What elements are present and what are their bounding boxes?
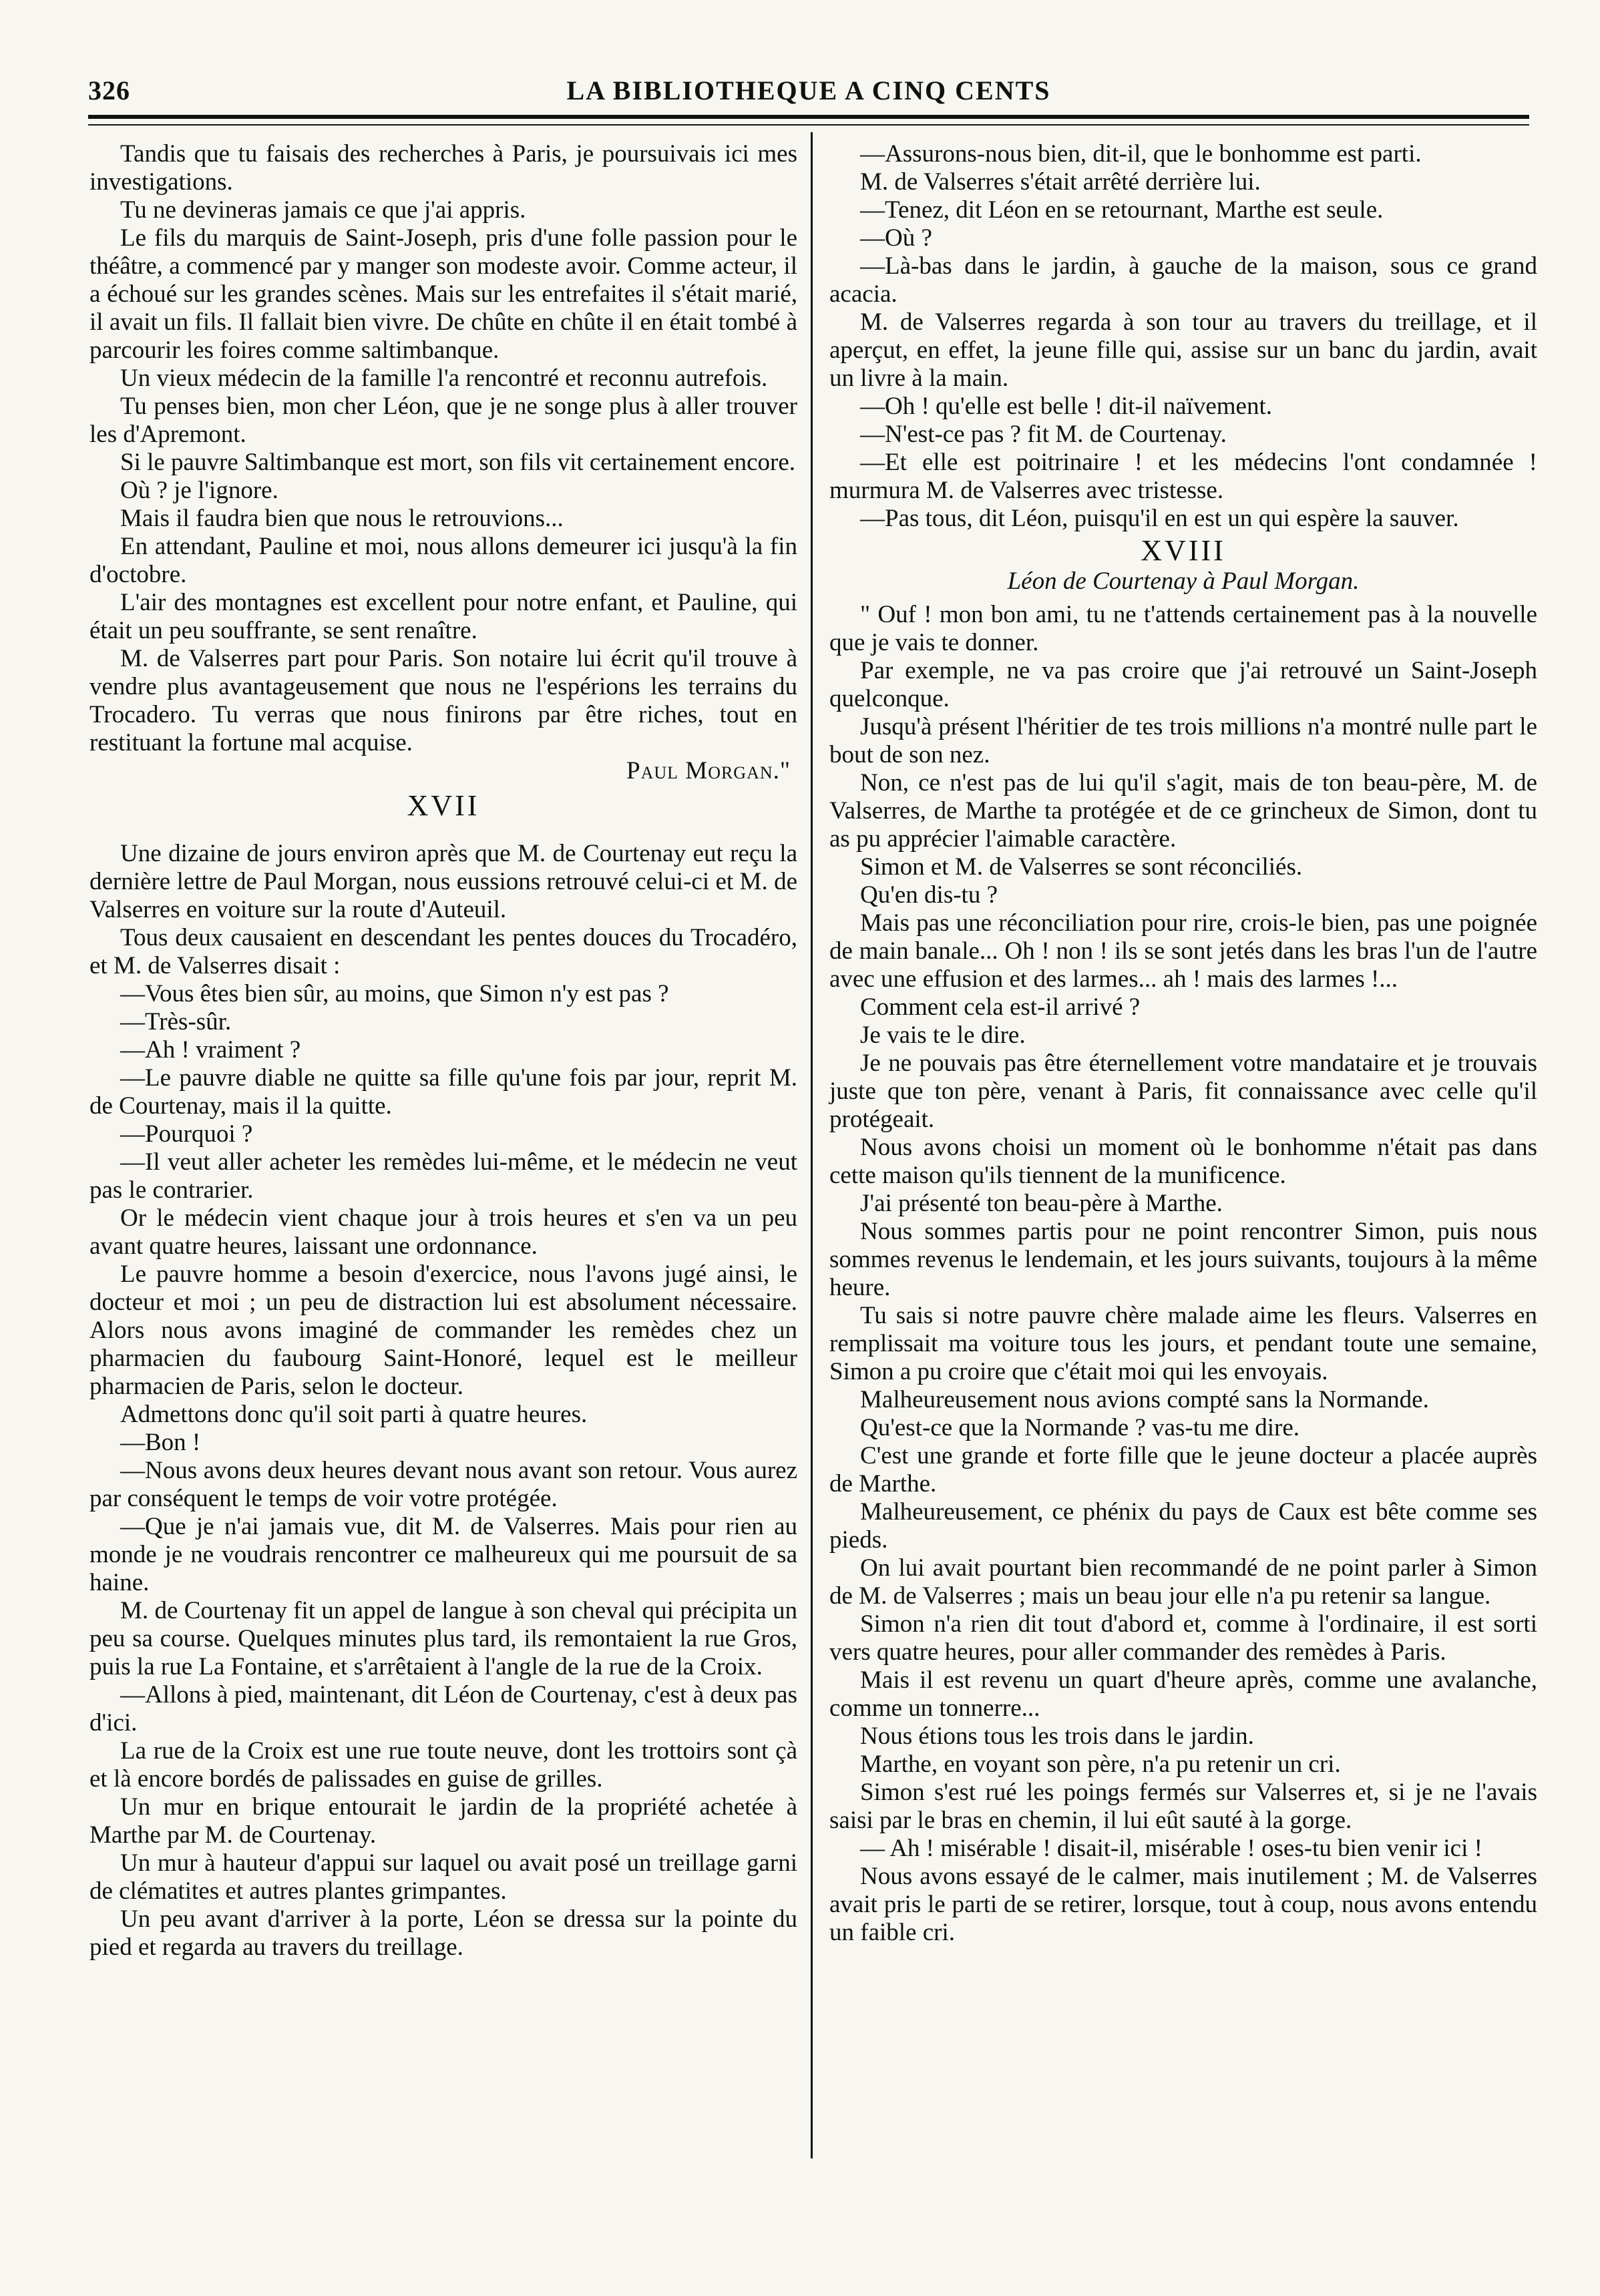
paragraph: Nous étions tous les trois dans le jardin. bbox=[860, 1723, 1254, 1750]
paragraph: —N'est-ce pas ? fit M. de Courtenay. bbox=[860, 421, 1227, 448]
paragraph: Tu sais si notre pauvre chère malade aime les fleurs. Valserres en remplissait ma voiture tous les jours, et pendant toute une semaine, Simon a pu croire que c'était moi qui les envoyais. bbox=[829, 1302, 1537, 1385]
paragraph: — Ah ! misérable ! disait-il, misérable ! oses-tu bien venir ici ! bbox=[860, 1835, 1482, 1862]
paragraph: —Pas tous, dit Léon, puisqu'il en est un qui espère la sauver. bbox=[860, 505, 1459, 532]
right-column bbox=[829, 140, 1537, 1947]
letter-signature: Paul Morgan." bbox=[626, 757, 791, 784]
paragraph: " Ouf ! mon bon ami, tu ne t'attends certainement pas à la nouvelle que je vais te donner. bbox=[829, 601, 1537, 656]
paragraph: Malheureusement nous avions compté sans la Normande. bbox=[860, 1386, 1429, 1413]
paragraph: M. de Valserres regarda à son tour au travers du treillage, et il aperçut, en effet, la jeune fille qui, assise sur un banc du jardin, avait un livre à la main. bbox=[829, 308, 1537, 392]
paragraph: —Et elle est poitrinaire ! et les médecins l'ont condamnée ! murmura M. de Valserres avec tristesse. bbox=[829, 449, 1537, 504]
paragraph: Un vieux médecin de la famille l'a rencontré et reconnu autrefois. bbox=[120, 365, 768, 392]
paragraph: —Il veut aller acheter les remèdes lui-même, et le médecin ne veut pas le contrarier. bbox=[89, 1148, 797, 1204]
paragraph: —Nous avons deux heures devant nous avant son retour. Vous aurez par conséquent le temps de voir votre protégée. bbox=[89, 1457, 797, 1512]
paragraph: Malheureusement, ce phénix du pays de Caux est bête comme ses pieds. bbox=[829, 1498, 1537, 1554]
paragraph: Tu penses bien, mon cher Léon, que je ne songe plus à aller trouver les d'Apremont. bbox=[89, 393, 797, 448]
paragraph: C'est une grande et forte fille que le jeune docteur a placée auprès de Marthe. bbox=[829, 1442, 1537, 1498]
page-number: 326 bbox=[88, 75, 130, 105]
paragraph: Admettons donc qu'il soit parti à quatre heures. bbox=[120, 1401, 588, 1428]
paragraph: —Assurons-nous bien, dit-il, que le bonhomme est parti. bbox=[860, 140, 1422, 168]
paragraph: Qu'en dis-tu ? bbox=[860, 881, 998, 909]
paragraph: Jusqu'à présent l'héritier de tes trois millions n'a montré nulle part le bout de son nez. bbox=[829, 713, 1537, 768]
left-paragraphs-a bbox=[89, 140, 797, 757]
paragraph: Or le médecin vient chaque jour à trois heures et s'en va un peu avant quatre heures, laissant une ordonnance. bbox=[89, 1204, 797, 1260]
paragraph: Simon et M. de Valserres se sont réconciliés. bbox=[860, 853, 1303, 881]
paragraph: On lui avait pourtant bien recommandé de ne point parler à Simon de M. de Valserres ; mais un beau jour elle n'a pu retenir sa langue. bbox=[829, 1554, 1537, 1610]
paragraph: Mais pas une réconciliation pour rire, crois-le bien, pas une poignée de main banale... Oh ! non ! ils se sont jetés dans les bras l'un de l'autre avec une effusion et des larmes... ah ! mais des larmes !... bbox=[829, 909, 1537, 993]
letter-subtitle: Léon de Courtenay à Paul Morgan. bbox=[1007, 567, 1360, 595]
paragraph: Simon s'est rué les poings fermés sur Valserres et, si je ne l'avais saisi par le bras en chemin, il lui eût sauté à la gorge. bbox=[829, 1779, 1537, 1834]
left-column bbox=[89, 140, 797, 1962]
paragraph: Comment cela est-il arrivé ? bbox=[860, 993, 1141, 1021]
paragraph: L'air des montagnes est excellent pour notre enfant, et Pauline, qui était un peu souffrante, se sent renaître. bbox=[89, 589, 797, 644]
paragraph: —Pourquoi ? bbox=[120, 1120, 253, 1148]
paragraph: —Ah ! vraiment ? bbox=[120, 1036, 301, 1064]
page-header bbox=[88, 75, 1529, 115]
column-divider bbox=[811, 132, 813, 2158]
paragraph: Nous avons essayé de le calmer, mais inutilement ; M. de Valserres avait pris le parti de se retirer, lorsque, tout à coup, nous avons entendu un faible cri. bbox=[829, 1863, 1537, 1946]
paragraph: M. de Valserres s'était arrêté derrière lui. bbox=[860, 168, 1261, 196]
paragraph: —Vous êtes bien sûr, au moins, que Simon n'y est pas ? bbox=[120, 980, 669, 1007]
paragraph: Le pauvre homme a besoin d'exercice, nous l'avons jugé ainsi, le docteur et moi ; un peu de distraction lui est absolument nécessaire. Alors nous avons imaginé de commander les remèdes chez un pharmacien du faubourg Saint-Honoré, lequel est le meilleur pharmacien de Paris, selon le docteur. bbox=[89, 1260, 797, 1400]
paragraph: Une dizaine de jours environ après que M. de Courtenay eut reçu la dernière lettre de Paul Morgan, nous eussions retrouvé celui-ci et M. de Valserres en voiture sur la route d'Auteuil. bbox=[89, 840, 797, 923]
paragraph: Où ? je l'ignore. bbox=[120, 477, 278, 504]
paragraph: —Le pauvre diable ne quitte sa fille qu'une fois par jour, reprit M. de Courtenay, mais il la quitte. bbox=[89, 1064, 797, 1120]
chapter-heading-xvii: XVII bbox=[407, 789, 480, 822]
paragraph: —Que je n'ai jamais vue, dit M. de Valserres. Mais pour rien au monde je ne voudrais rencontrer ce malheureux qui me poursuit de sa haine. bbox=[89, 1513, 797, 1596]
paragraph: Tandis que tu faisais des recherches à Paris, je poursuivais ici mes investigations. bbox=[89, 140, 797, 196]
header-rule-thin bbox=[88, 124, 1529, 126]
left-paragraphs-b bbox=[89, 840, 797, 1962]
paragraph: Le fils du marquis de Saint-Joseph, pris d'une folle passion pour le théâtre, a commencé par y manger son modeste avoir. Comme acteur, il a échoué sur les grandes scènes. Mais sur les entrefaites il s'était marié, il avait un fils. Il fallait bien vivre. De chûte en chûte il en était tombé à parcourir les foires comme saltimbanque. bbox=[89, 224, 797, 364]
right-paragraphs-a bbox=[829, 140, 1537, 533]
paragraph: M. de Valserres part pour Paris. Son notaire lui écrit qu'il trouve à vendre plus avantageusement que nous ne l'espérions les terrains du Trocadero. Tu verras que nous finirons par être riches, tout en restituant la fortune mal acquise. bbox=[89, 645, 797, 756]
paragraph: —Allons à pied, maintenant, dit Léon de Courtenay, c'est à deux pas d'ici. bbox=[89, 1681, 797, 1737]
paragraph: J'ai présenté ton beau-père à Marthe. bbox=[860, 1190, 1223, 1217]
paragraph: —Là-bas dans le jardin, à gauche de la maison, sous ce grand acacia. bbox=[829, 252, 1537, 308]
paragraph: Tous deux causaient en descendant les pentes douces du Trocadéro, et M. de Valserres disait : bbox=[89, 924, 797, 979]
chapter-heading-xviii: XVIII bbox=[1141, 534, 1226, 567]
paragraph: Tu ne devineras jamais ce que j'ai appris. bbox=[120, 196, 526, 224]
right-paragraphs-b bbox=[829, 601, 1537, 1947]
paragraph: —Très-sûr. bbox=[120, 1008, 232, 1036]
paragraph: En attendant, Pauline et moi, nous allons demeurer ici jusqu'à la fin d'octobre. bbox=[89, 533, 797, 588]
paragraph: Un peu avant d'arriver à la porte, Léon se dressa sur la pointe du pied et regarda au travers du treillage. bbox=[89, 1905, 797, 1961]
paragraph: Par exemple, ne va pas croire que j'ai retrouvé un Saint-Joseph quelconque. bbox=[829, 657, 1537, 712]
paragraph: Marthe, en voyant son père, n'a pu retenir un cri. bbox=[860, 1751, 1341, 1778]
paragraph: Si le pauvre Saltimbanque est mort, son fils vit certainement encore. bbox=[120, 449, 796, 476]
paragraph: —Oh ! qu'elle est belle ! dit-il naïvement. bbox=[860, 393, 1272, 420]
paragraph: Simon n'a rien dit tout d'abord et, comme à l'ordinaire, il est sorti vers quatre heures, pour aller commander des remèdes à Paris. bbox=[829, 1610, 1537, 1666]
paragraph: Nous sommes partis pour ne point rencontrer Simon, puis nous sommes revenus le lendemain, et les jours suivants, toujours à la même heure. bbox=[829, 1218, 1537, 1301]
paragraph: —Bon ! bbox=[120, 1429, 201, 1456]
paragraph: Non, ce n'est pas de lui qu'il s'agit, mais de ton beau-père, M. de Valserres, de Marthe ta protégée et de ce grincheux de Simon, dont tu as pu apprécier l'aimable caractère. bbox=[829, 769, 1537, 853]
paragraph: Un mur à hauteur d'appui sur laquel ou avait posé un treillage garni de clématites et autres plantes grimpantes. bbox=[89, 1849, 797, 1905]
paragraph: Mais il faudra bien que nous le retrouvions... bbox=[120, 505, 564, 532]
paragraph: M. de Courtenay fit un appel de langue à son cheval qui précipita un peu sa course. Quelques minutes plus tard, ils remontaient la rue Gros, puis la rue La Fontaine, et s'arrêtaient à l'angle de la rue de la Croix. bbox=[89, 1597, 797, 1680]
paragraph: —Tenez, dit Léon en se retournant, Marthe est seule. bbox=[860, 196, 1384, 224]
paragraph: Je vais te le dire. bbox=[860, 1021, 1026, 1049]
running-title: LA BIBLIOTHEQUE A CINQ CENTS bbox=[566, 75, 1051, 105]
paragraph: La rue de la Croix est une rue toute neuve, dont les trottoirs sont çà et là encore bordés de palissades en guise de grilles. bbox=[89, 1737, 797, 1793]
paragraph: Je ne pouvais pas être éternellement votre mandataire et je trouvais juste que ton père, venant à Paris, fit connaissance avec celle qu'il protégeait. bbox=[829, 1050, 1537, 1133]
header-rule-thick bbox=[88, 115, 1529, 119]
paragraph: Mais il est revenu un quart d'heure après, comme une avalanche, comme un tonnerre... bbox=[829, 1666, 1537, 1722]
paragraph: Un mur en brique entourait le jardin de la propriété achetée à Marthe par M. de Courtenay. bbox=[89, 1793, 797, 1849]
paragraph: Qu'est-ce que la Normande ? vas-tu me dire. bbox=[860, 1414, 1300, 1441]
paragraph: —Où ? bbox=[860, 224, 932, 252]
paragraph: Nous avons choisi un moment où le bonhomme n'était pas dans cette maison qu'ils tiennent de la munificence. bbox=[829, 1134, 1537, 1189]
